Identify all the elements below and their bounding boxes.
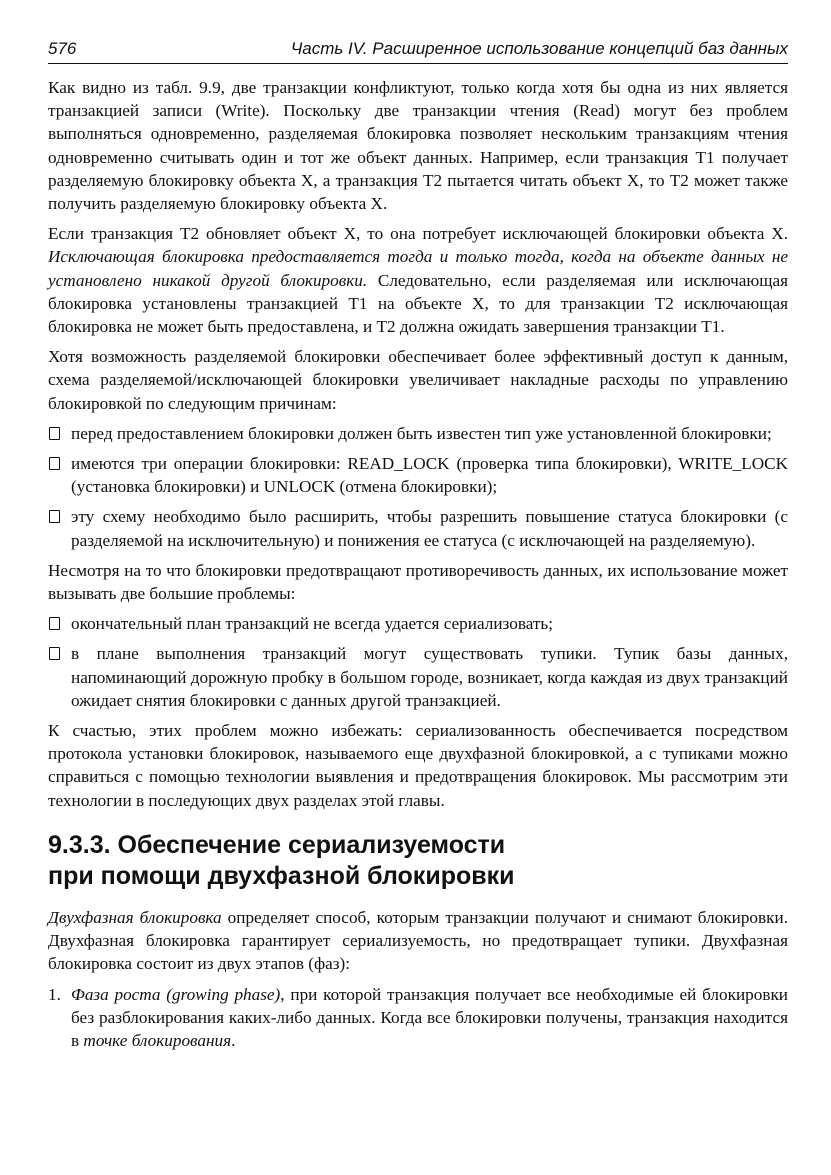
numbered-list xyxy=(48,983,788,1053)
paragraph: Хотя возможность разделяемой блокировки обеспечивает более эффективный доступ к данным, схема разделяемой/исключающей блокировки увеличивает накладные расходы по управлению блокировкой по следующим причинам: xyxy=(48,347,788,413)
emphasized-definition: Исключающая блокировка предоставляется тогда и только тогда, когда на объекте данных не установлено никакой другой блокировки. xyxy=(48,247,788,290)
checkbox-bullet-icon xyxy=(49,647,60,660)
list-item: перед предоставлением блокировки должен быть известен тип уже установленной блокировки; xyxy=(48,422,788,445)
paragraph-text: Следовательно, если разделяемая или исключающая блокировка установлены транзакцией T1 на объекте X, то для транзакции T2 исключающая блокировка не может быть предоставлена, и T2 должна ожидать завершения транзакции T1. xyxy=(48,270,788,337)
paragraph: Несмотря на то что блокировки предотвращают противоречивость данных, их использование может вызывать две большие проблемы: xyxy=(48,560,788,604)
paragraph-text: определяет способ, которым транзакции получают и снимают блокировки. Двухфазная блокировка гарантирует сериализуемость, но предотвращает тупики. Двухфазная блокировка состоит из двух этапов (фаз): xyxy=(48,907,788,974)
section-title-line2: при помощи двухфазной блокировки xyxy=(48,861,515,890)
list-item: окончательный план транзакций не всегда удается сериализовать; xyxy=(48,612,788,635)
paragraph: К счастью, этих проблем можно избежать: сериализованность обеспечивается посредством протокола установки блокировок, называемого еще двухфазной блокировкой, а с тупиками можно справиться с помощью технологии выявления и предотвращения блокировок. Мы рассмотрим эти технологии в последующих двух разделах этой главы. xyxy=(48,721,788,810)
running-header xyxy=(48,38,788,64)
checkbox-bullet-icon xyxy=(49,617,60,630)
term: Двухфазная блокировка xyxy=(48,907,222,927)
bullet-list-problems xyxy=(48,612,788,712)
paragraph: Как видно из табл. 9.9, две транзакции конфликтуют, только когда хотя бы одна из них является транзакцией записи (Write). Поскольку две транзакции чтения (Read) могут без проблем выполняться одновременно, разделяемая блокировка позволяет нескольким транзакциям чтения одновременно считывать один и тот же объект данных. Например, если транзакция T1 получает разделяемую блокировку объекта X, а транзакция T2 пытается читать объект X, то T2 может также получить разделяемую блокировку объекта X. xyxy=(48,78,788,214)
checkbox-bullet-icon xyxy=(49,457,60,470)
term: Фаза роста (growing phase) xyxy=(71,984,281,1004)
paragraph xyxy=(48,222,788,338)
section-title-line1: 9.3.3. Обеспечение сериализуемости xyxy=(48,830,506,859)
page-number: 576 xyxy=(48,39,77,58)
running-title: Часть IV. Расширенное использование концепций баз данных xyxy=(290,39,788,58)
checkbox-bullet-icon xyxy=(49,427,60,440)
section-heading xyxy=(48,830,788,892)
item-number: 1. xyxy=(48,984,61,1004)
paragraph-text: Если транзакция T2 обновляет объект X, то она потребует исключающей блокировки объекта X. xyxy=(48,224,788,244)
bullet-list-overhead xyxy=(48,422,788,552)
list-item: в плане выполнения транзакций могут существовать тупики. Тупик базы данных, напоминающий дорожную пробку в большом городе, возникает, когда каждая из двух транзакций ожидает снятия блокировки с данных другой транзакцией. xyxy=(48,642,788,712)
term: точке блокирования xyxy=(83,1030,232,1050)
list-item: имеются три операции блокировки: READ_LOCK (проверка типа блокировки), WRITE_LOCK (установка блокировки) и UNLOCK (отмена блокировки); xyxy=(48,452,788,498)
checkbox-bullet-icon xyxy=(49,510,60,523)
list-item: эту схему необходимо было расширить, чтобы разрешить повышение статуса блокировки (с разделяемой на исключительную) и понижения ее статуса (с исключающей на разделяемую). xyxy=(48,505,788,551)
list-item: 1. Фаза роста (growing phase), при которой транзакция получает все необходимые ей блокировки без разблокирования каких-либо данных. Когда все блокировки получены, транзакция находится в точке блокирования. xyxy=(48,984,788,1050)
book-page xyxy=(48,38,788,1052)
paragraph xyxy=(48,906,788,976)
